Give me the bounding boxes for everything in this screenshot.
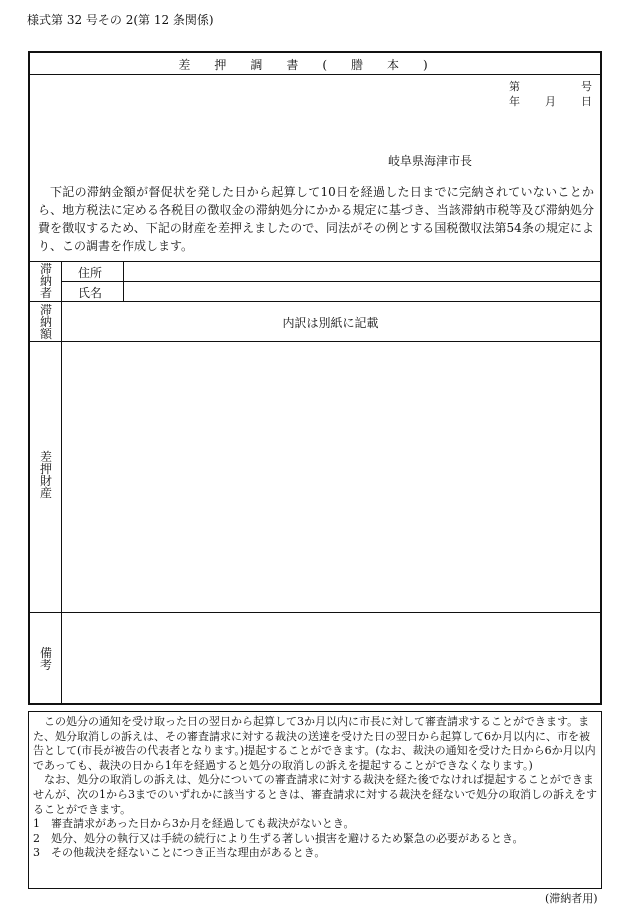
property-rule <box>30 612 600 613</box>
notice-item-1: 1 審査請求があった日から3か月を経過しても裁決がないとき。 <box>33 817 355 831</box>
notice-paragraph-2: なお、処分の取消しの訴えは、処分についての審査請求に対する裁決を経た後でなければ提起することができませんが、次の1から3までのいずれかに該当するときは、審査請求に対する裁決を経ないで処分の取消しの訴えをすることができます。 <box>33 773 597 816</box>
date-year: 年 <box>509 95 520 108</box>
notice-item-3: 3 その他裁決を経ないことにつき正当な理由があるとき。 <box>33 846 326 860</box>
address-rule <box>61 281 600 282</box>
amount-label: 滞 納 額 <box>39 303 52 341</box>
form-label: 様式第 32 号その 2(第 12 条関係) <box>27 13 214 27</box>
number-suffix: 号 <box>581 80 592 93</box>
delinquent-label: 滞 納 者 <box>39 262 52 300</box>
seizure-record-frame <box>28 51 602 705</box>
property-label: 差 押 財 産 <box>39 450 52 500</box>
date-month: 月 <box>545 95 556 108</box>
title-row <box>30 53 600 75</box>
field-column-rule <box>123 261 124 301</box>
address-label: 住所 <box>78 266 103 280</box>
document-title: 差押調書(謄本) <box>178 58 452 72</box>
table-top-rule <box>30 261 600 262</box>
appeal-notice <box>28 711 602 889</box>
notice-item-2: 2 処分、処分の執行又は手続の続行により生ずる著しい損害を避けるため緊急の必要があるとき。 <box>33 831 524 845</box>
amount-rule <box>30 341 600 342</box>
footer-note: (滞納者用) <box>545 892 598 905</box>
number-prefix: 第 <box>509 80 520 93</box>
delinquent-rule <box>30 301 600 302</box>
issuer: 岐阜県海津市長 <box>388 154 473 168</box>
amount-value: 内訳は別紙に記載 <box>282 316 379 330</box>
date-day: 日 <box>581 95 592 108</box>
document-body: 下記の滞納金額が督促状を発した日から起算して10日を経過した日までに完納されていないことから、地方税法に定める各税目の徴収金の滞納処分にかかる規定に基づき、当該滞納市税等及び滞納処分費を徴収するため、下記の財産を差押えましたので、同法がその例とする国税徴収法第54条の規定により、この調書を作成します。 <box>38 185 594 253</box>
name-label: 氏名 <box>78 286 103 300</box>
remarks-label: 備 考 <box>39 646 52 672</box>
notice-paragraph-1: この処分の通知を受け取った日の翌日から起算して3か月以内に市長に対して審査請求することができます。また、処分取消しの訴えは、その審査請求に対する裁決の送達を受けた日の翌日から起算して6か月以内に、市を被告として(市長が被告の代表者となります。)提起することができます。(なお、裁決の通知を受けた日から6か月以内であっても、裁決の日から1年を経過すると処分の取消しの訴えを提起することができなくなります。) <box>33 715 596 772</box>
